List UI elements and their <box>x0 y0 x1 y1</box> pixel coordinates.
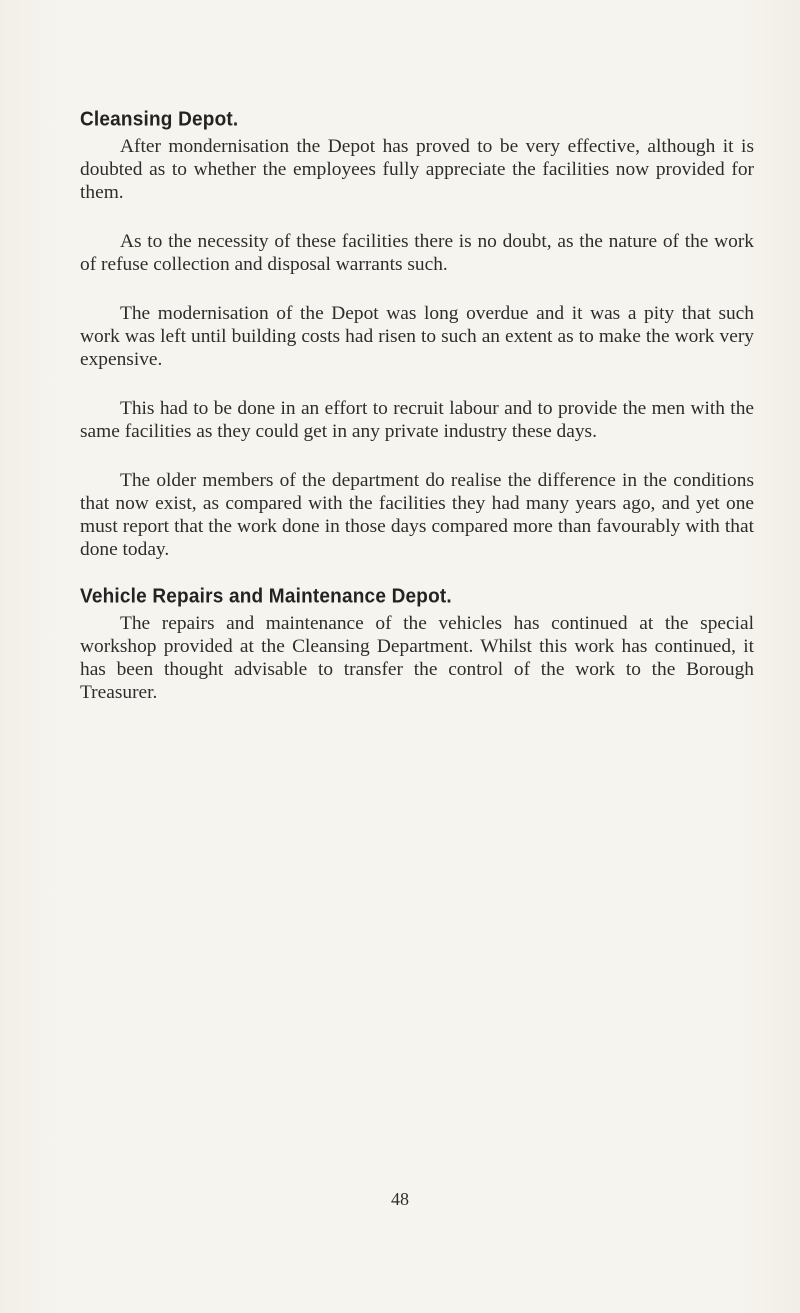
paragraph: After mondernisation the Depot has proved to be very effective, although it is doubted as to whether the employees fully appreciate the facilities now provided for them. <box>80 136 754 203</box>
section-heading-cleansing-depot: Cleansing Depot. <box>80 108 239 131</box>
page-content <box>80 108 754 704</box>
paragraph: As to the necessity of these facilities there is no doubt, as the nature of the work of refuse collection and disposal warrants such. <box>80 231 754 275</box>
paragraph: This had to be done in an effort to recruit labour and to provide the men with the same facilities as they could get in any private industry these days. <box>80 398 754 442</box>
section-heading-vehicle-repairs: Vehicle Repairs and Maintenance Depot. <box>80 585 452 608</box>
paragraph: The repairs and maintenance of the vehicles has continued at the special workshop provided at the Cleansing Department. Whilst this work has continued, it has been thought advisable to transfer the control of the work to the Borough Treasurer. <box>80 613 754 703</box>
paragraph: The modernisation of the Depot was long overdue and it was a pity that such work was left until building costs had risen to such an extent as to make the work very expensive. <box>80 303 754 370</box>
paragraph: The older members of the department do realise the difference in the conditions that now exist, as compared with the facilities they had many years ago, and yet one must report that the work done in those days compared more than favourably with that done today. <box>80 470 754 560</box>
page-number: 48 <box>391 1189 409 1209</box>
